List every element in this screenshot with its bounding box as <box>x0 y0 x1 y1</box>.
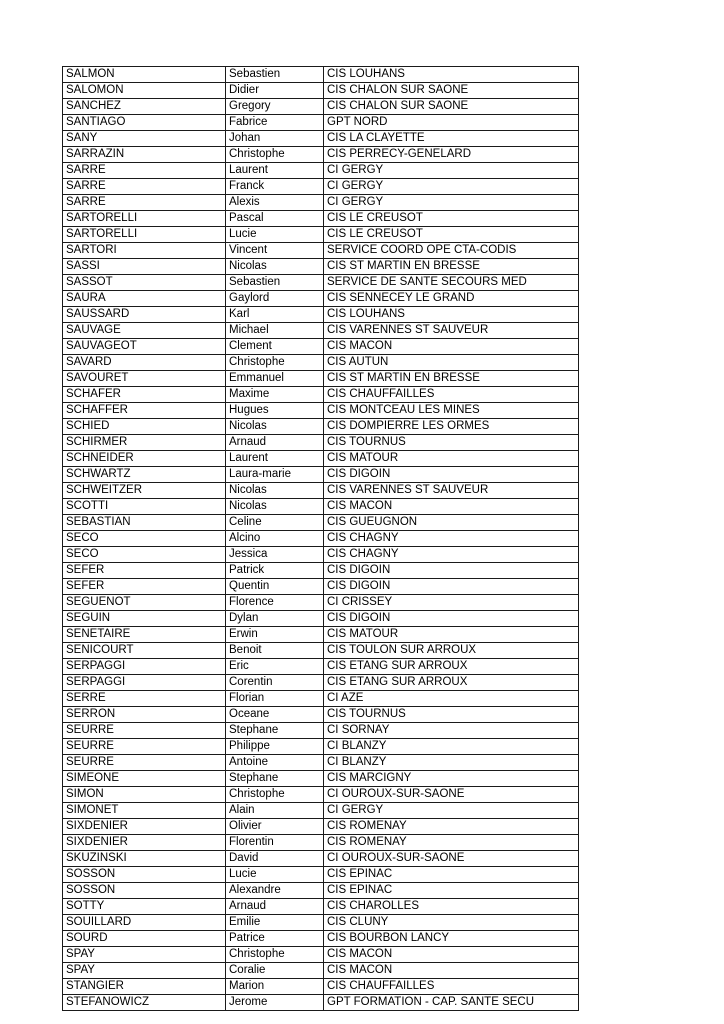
table-row <box>63 419 579 435</box>
table-row <box>63 195 579 211</box>
table-row <box>63 227 579 243</box>
table-row <box>63 595 579 611</box>
cell-last-name: SEGUENOT <box>63 595 226 611</box>
cell-assignment: CI BLANZY <box>324 739 579 755</box>
cell-last-name: SARTORI <box>63 243 226 259</box>
cell-assignment: CIS SENNECEY LE GRAND <box>324 291 579 307</box>
table-row <box>63 787 579 803</box>
table-row <box>63 643 579 659</box>
cell-last-name: SAVOURET <box>63 371 226 387</box>
table-row <box>63 275 579 291</box>
cell-first-name: Christophe <box>226 147 324 163</box>
cell-last-name: SIMEONE <box>63 771 226 787</box>
cell-assignment: CIS ROMENAY <box>324 819 579 835</box>
table-row <box>63 451 579 467</box>
cell-first-name: Philippe <box>226 739 324 755</box>
cell-last-name: SCHAFER <box>63 387 226 403</box>
cell-last-name: SOSSON <box>63 867 226 883</box>
cell-last-name: SARRAZIN <box>63 147 226 163</box>
cell-first-name: Arnaud <box>226 899 324 915</box>
cell-assignment: CIS CLUNY <box>324 915 579 931</box>
table-row <box>63 915 579 931</box>
cell-last-name: SERPAGGI <box>63 659 226 675</box>
table-row <box>63 755 579 771</box>
cell-first-name: Patrice <box>226 931 324 947</box>
cell-last-name: SIMONET <box>63 803 226 819</box>
table-row <box>63 547 579 563</box>
cell-last-name: SANY <box>63 131 226 147</box>
cell-last-name: SEURRE <box>63 723 226 739</box>
table-row <box>63 675 579 691</box>
table-row <box>63 947 579 963</box>
cell-first-name: Alain <box>226 803 324 819</box>
cell-assignment: CIS LE CREUSOT <box>324 211 579 227</box>
cell-first-name: Alexandre <box>226 883 324 899</box>
cell-first-name: Coralie <box>226 963 324 979</box>
cell-last-name: STEFANOWICZ <box>63 995 226 1011</box>
cell-first-name: Christophe <box>226 355 324 371</box>
cell-last-name: SENICOURT <box>63 643 226 659</box>
table-row <box>63 579 579 595</box>
cell-assignment: CIS LA CLAYETTE <box>324 131 579 147</box>
table-row <box>63 387 579 403</box>
cell-assignment: CIS CHAGNY <box>324 531 579 547</box>
cell-assignment: CI CRISSEY <box>324 595 579 611</box>
table-row <box>63 131 579 147</box>
cell-first-name: Nicolas <box>226 483 324 499</box>
cell-first-name: Didier <box>226 83 324 99</box>
cell-assignment: CIS DOMPIERRE LES ORMES <box>324 419 579 435</box>
table-row <box>63 163 579 179</box>
cell-last-name: SERRE <box>63 691 226 707</box>
table-row <box>63 531 579 547</box>
table-row <box>63 835 579 851</box>
table-row <box>63 99 579 115</box>
table-row <box>63 499 579 515</box>
table-row <box>63 371 579 387</box>
cell-last-name: SEFER <box>63 579 226 595</box>
table-row <box>63 611 579 627</box>
cell-last-name: SEGUIN <box>63 611 226 627</box>
cell-first-name: Antoine <box>226 755 324 771</box>
cell-assignment: CIS CHALON SUR SAONE <box>324 83 579 99</box>
cell-assignment: CIS MACON <box>324 963 579 979</box>
cell-assignment: CIS MARCIGNY <box>324 771 579 787</box>
cell-last-name: SAUVAGE <box>63 323 226 339</box>
table-row <box>63 323 579 339</box>
cell-last-name: SARTORELLI <box>63 227 226 243</box>
cell-first-name: Alexis <box>226 195 324 211</box>
table-row <box>63 659 579 675</box>
cell-first-name: Emmanuel <box>226 371 324 387</box>
table-row <box>63 259 579 275</box>
table-row <box>63 67 579 83</box>
cell-assignment: CIS DIGOIN <box>324 467 579 483</box>
cell-last-name: SEURRE <box>63 739 226 755</box>
cell-assignment: CIS BOURBON LANCY <box>324 931 579 947</box>
table-row <box>63 179 579 195</box>
cell-last-name: SEURRE <box>63 755 226 771</box>
cell-first-name: Celine <box>226 515 324 531</box>
cell-last-name: SENETAIRE <box>63 627 226 643</box>
cell-last-name: SECO <box>63 531 226 547</box>
cell-assignment: CIS ST MARTIN EN BRESSE <box>324 259 579 275</box>
cell-assignment: SERVICE DE SANTE SECOURS MED <box>324 275 579 291</box>
table-row <box>63 243 579 259</box>
cell-last-name: SCHAFFER <box>63 403 226 419</box>
cell-assignment: CI OUROUX-SUR-SAONE <box>324 851 579 867</box>
table-row <box>63 467 579 483</box>
cell-last-name: SAURA <box>63 291 226 307</box>
cell-assignment: CIS TOURNUS <box>324 435 579 451</box>
table-row <box>63 355 579 371</box>
cell-last-name: SIMON <box>63 787 226 803</box>
cell-first-name: Benoit <box>226 643 324 659</box>
cell-first-name: Florian <box>226 691 324 707</box>
cell-assignment: CIS MATOUR <box>324 451 579 467</box>
table-row <box>63 995 579 1011</box>
cell-first-name: Dylan <box>226 611 324 627</box>
table-row <box>63 899 579 915</box>
table-row <box>63 771 579 787</box>
cell-last-name: SALOMON <box>63 83 226 99</box>
cell-assignment: SERVICE COORD OPE CTA-CODIS <box>324 243 579 259</box>
cell-last-name: SASSOT <box>63 275 226 291</box>
cell-first-name: Nicolas <box>226 259 324 275</box>
table-row <box>63 435 579 451</box>
cell-assignment: CI GERGY <box>324 163 579 179</box>
cell-assignment: CIS AUTUN <box>324 355 579 371</box>
cell-first-name: Sebastien <box>226 275 324 291</box>
cell-first-name: Laurent <box>226 451 324 467</box>
cell-first-name: Jerome <box>226 995 324 1011</box>
personnel-table-body <box>63 67 579 1011</box>
cell-assignment: CIS MATOUR <box>324 627 579 643</box>
table-row <box>63 339 579 355</box>
cell-first-name: Sebastien <box>226 67 324 83</box>
cell-first-name: Lucie <box>226 227 324 243</box>
cell-last-name: SARTORELLI <box>63 211 226 227</box>
cell-assignment: CIS ETANG SUR ARROUX <box>324 659 579 675</box>
personnel-table <box>62 66 579 1011</box>
cell-last-name: SIXDENIER <box>63 819 226 835</box>
cell-first-name: Florence <box>226 595 324 611</box>
table-row <box>63 691 579 707</box>
table-row <box>63 723 579 739</box>
cell-last-name: SARRE <box>63 179 226 195</box>
cell-first-name: Maxime <box>226 387 324 403</box>
cell-last-name: SECO <box>63 547 226 563</box>
cell-first-name: Alcino <box>226 531 324 547</box>
cell-last-name: SERPAGGI <box>63 675 226 691</box>
cell-first-name: Laura-marie <box>226 467 324 483</box>
cell-last-name: SAVARD <box>63 355 226 371</box>
cell-last-name: SOUILLARD <box>63 915 226 931</box>
table-row <box>63 307 579 323</box>
cell-assignment: CI GERGY <box>324 179 579 195</box>
cell-first-name: Johan <box>226 131 324 147</box>
cell-first-name: Patrick <box>226 563 324 579</box>
cell-assignment: CIS ST MARTIN EN BRESSE <box>324 371 579 387</box>
table-row <box>63 483 579 499</box>
cell-assignment: CI AZE <box>324 691 579 707</box>
cell-first-name: Lucie <box>226 867 324 883</box>
cell-last-name: SPAY <box>63 947 226 963</box>
table-row <box>63 83 579 99</box>
cell-last-name: SAUSSARD <box>63 307 226 323</box>
cell-assignment: CIS TOURNUS <box>324 707 579 723</box>
cell-first-name: Marion <box>226 979 324 995</box>
cell-assignment: CIS MACON <box>324 499 579 515</box>
cell-assignment: CIS CHAUFFAILLES <box>324 979 579 995</box>
cell-last-name: SCHWEITZER <box>63 483 226 499</box>
cell-assignment: GPT FORMATION - CAP. SANTE SECU <box>324 995 579 1011</box>
cell-assignment: CIS LE CREUSOT <box>324 227 579 243</box>
cell-assignment: CIS VARENNES ST SAUVEUR <box>324 323 579 339</box>
cell-last-name: SARRE <box>63 163 226 179</box>
cell-assignment: CIS DIGOIN <box>324 563 579 579</box>
cell-assignment: CIS CHALON SUR SAONE <box>324 99 579 115</box>
cell-last-name: SAUVAGEOT <box>63 339 226 355</box>
cell-assignment: CI OUROUX-SUR-SAONE <box>324 787 579 803</box>
cell-assignment: CIS DIGOIN <box>324 611 579 627</box>
cell-first-name: Michael <box>226 323 324 339</box>
cell-assignment: CI GERGY <box>324 195 579 211</box>
cell-first-name: Erwin <box>226 627 324 643</box>
cell-first-name: Franck <box>226 179 324 195</box>
cell-assignment: CIS ETANG SUR ARROUX <box>324 675 579 691</box>
cell-last-name: SOTTY <box>63 899 226 915</box>
cell-first-name: Florentin <box>226 835 324 851</box>
cell-first-name: Nicolas <box>226 419 324 435</box>
table-row <box>63 291 579 307</box>
cell-last-name: SASSI <box>63 259 226 275</box>
cell-first-name: Christophe <box>226 947 324 963</box>
cell-first-name: Corentin <box>226 675 324 691</box>
cell-last-name: SCHIRMER <box>63 435 226 451</box>
cell-assignment: CI SORNAY <box>324 723 579 739</box>
cell-assignment: CIS LOUHANS <box>324 307 579 323</box>
cell-first-name: Hugues <box>226 403 324 419</box>
cell-first-name: Vincent <box>226 243 324 259</box>
cell-last-name: SCHWARTZ <box>63 467 226 483</box>
cell-assignment: CIS CHAUFFAILLES <box>324 387 579 403</box>
cell-assignment: CIS CHAGNY <box>324 547 579 563</box>
table-row <box>63 739 579 755</box>
table-row <box>63 403 579 419</box>
table-row <box>63 851 579 867</box>
cell-assignment: CIS MACON <box>324 339 579 355</box>
cell-first-name: Emilie <box>226 915 324 931</box>
table-row <box>63 963 579 979</box>
cell-assignment: CIS MACON <box>324 947 579 963</box>
table-row <box>63 979 579 995</box>
table-row <box>63 563 579 579</box>
cell-first-name: Oceane <box>226 707 324 723</box>
table-row <box>63 211 579 227</box>
cell-first-name: David <box>226 851 324 867</box>
cell-first-name: Olivier <box>226 819 324 835</box>
cell-first-name: Stephane <box>226 771 324 787</box>
cell-last-name: STANGIER <box>63 979 226 995</box>
cell-last-name: SCOTTI <box>63 499 226 515</box>
table-row <box>63 867 579 883</box>
table-row <box>63 627 579 643</box>
cell-assignment: CIS VARENNES ST SAUVEUR <box>324 483 579 499</box>
cell-last-name: SANTIAGO <box>63 115 226 131</box>
table-row <box>63 819 579 835</box>
cell-first-name: Laurent <box>226 163 324 179</box>
cell-first-name: Fabrice <box>226 115 324 131</box>
cell-assignment: CIS EPINAC <box>324 867 579 883</box>
table-row <box>63 883 579 899</box>
cell-first-name: Pascal <box>226 211 324 227</box>
cell-last-name: SKUZINSKI <box>63 851 226 867</box>
cell-first-name: Clement <box>226 339 324 355</box>
cell-first-name: Gregory <box>226 99 324 115</box>
cell-last-name: SANCHEZ <box>63 99 226 115</box>
cell-first-name: Jessica <box>226 547 324 563</box>
cell-last-name: SEFER <box>63 563 226 579</box>
cell-last-name: SARRE <box>63 195 226 211</box>
table-row <box>63 115 579 131</box>
table-row <box>63 931 579 947</box>
cell-last-name: SALMON <box>63 67 226 83</box>
cell-assignment: CIS EPINAC <box>324 883 579 899</box>
table-row <box>63 515 579 531</box>
cell-assignment: GPT NORD <box>324 115 579 131</box>
cell-assignment: CIS ROMENAY <box>324 835 579 851</box>
cell-assignment: CI GERGY <box>324 803 579 819</box>
cell-first-name: Stephane <box>226 723 324 739</box>
table-row <box>63 803 579 819</box>
cell-assignment: CIS PERRECY-GENELARD <box>324 147 579 163</box>
cell-assignment: CIS TOULON SUR ARROUX <box>324 643 579 659</box>
cell-last-name: SPAY <box>63 963 226 979</box>
cell-last-name: SOURD <box>63 931 226 947</box>
cell-first-name: Karl <box>226 307 324 323</box>
cell-first-name: Nicolas <box>226 499 324 515</box>
cell-assignment: CIS MONTCEAU LES MINES <box>324 403 579 419</box>
cell-first-name: Quentin <box>226 579 324 595</box>
table-row <box>63 707 579 723</box>
cell-assignment: CIS GUEUGNON <box>324 515 579 531</box>
cell-last-name: SCHIED <box>63 419 226 435</box>
cell-last-name: SERRON <box>63 707 226 723</box>
cell-first-name: Arnaud <box>226 435 324 451</box>
cell-first-name: Christophe <box>226 787 324 803</box>
cell-last-name: SIXDENIER <box>63 835 226 851</box>
cell-assignment: CIS LOUHANS <box>324 67 579 83</box>
table-row <box>63 147 579 163</box>
cell-assignment: CI BLANZY <box>324 755 579 771</box>
cell-last-name: SEBASTIAN <box>63 515 226 531</box>
cell-last-name: SOSSON <box>63 883 226 899</box>
cell-first-name: Gaylord <box>226 291 324 307</box>
cell-last-name: SCHNEIDER <box>63 451 226 467</box>
cell-assignment: CIS CHAROLLES <box>324 899 579 915</box>
cell-first-name: Eric <box>226 659 324 675</box>
cell-assignment: CIS DIGOIN <box>324 579 579 595</box>
